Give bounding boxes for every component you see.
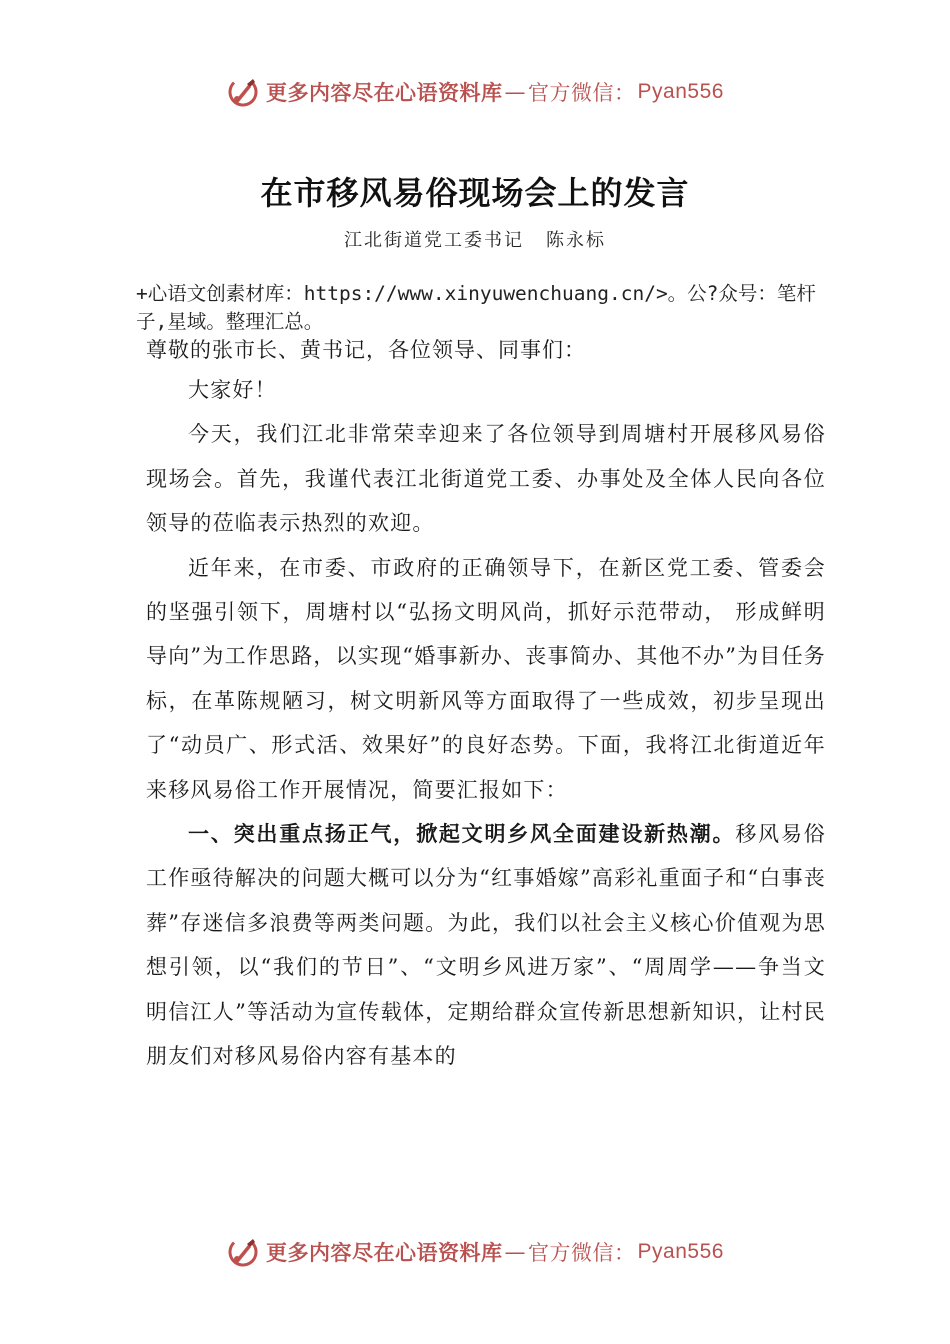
section-one-body: 移风易俗工作亟待解决的问题大概可以分为“红事婚嫁”高彩礼重面子和“白事丧葬”存迷信多浪费等两类问题。为此，我们以社会主义核心价值观为思想引领，以“我们的节日”、“文明乡风进万家”、“周周学——争当文明信江人”等活动为宣传载体，定期给群众宣传新思想新知识，让村民朋友们对移风易俗内容有基本的 [146, 822, 826, 1069]
source-note: +心语文创素材库：https://www.xinyuwenchuang.cn/>。公?众号：笔杆子,星域。整理汇总。 [136, 282, 816, 333]
banner-official-label: 官方微信： [528, 1241, 636, 1265]
section-one-heading: 一、突出重点扬正气，掀起文明乡风全面建设新热潮。 [188, 822, 736, 847]
banner-brand-text: 更多内容尽在心语资料库 [266, 81, 503, 105]
salutation: 尊敬的张市长、黄书记，各位领导、同事们： [146, 338, 586, 362]
paragraph-overview: 近年来，在市委、市政府的正确领导下，在新区党工委、管委会的坚强引领下，周塘村以“弘扬文明风尚，抓好示范带动， 形成鲜明导向”为工作思路，以实现“婚事新办、丧事简办、其他不办”为目任务标，在革陈规陋习，树文明新风等方面取得了一些成效，初步呈现出了“动员广、形式活、效果好”的良好态势。下面，我将江北街道近年来移风易俗工作开展情况，简要汇报如下： [146, 555, 826, 802]
footer-banner [0, 1230, 950, 1274]
brush-logo-icon [226, 75, 260, 109]
paragraph-section-one [146, 812, 826, 1078]
author-name: 陈永标 [546, 230, 606, 251]
banner-separator: — [504, 1240, 527, 1264]
banner-wechat-id: Pyan556 [637, 80, 724, 103]
byline [0, 226, 950, 252]
banner-wechat-id: Pyan556 [637, 1240, 724, 1263]
paragraph-greeting: 大家好！ [188, 378, 277, 402]
banner-official-label: 官方微信： [528, 81, 636, 105]
brush-logo-icon [226, 1235, 260, 1269]
paragraph-welcome: 今天，我们江北非常荣幸迎来了各位领导到周塘村开展移风易俗现场会。首先，我谨代表江北街道党工委、办事处及全体人民向各位领导的莅临表示热烈的欢迎。 [146, 422, 826, 536]
document-body [146, 368, 826, 1079]
banner-brand-text: 更多内容尽在心语资料库 [266, 1241, 503, 1265]
header-banner [0, 70, 950, 114]
banner-separator: — [504, 80, 527, 104]
author-role: 江北街道党工委书记 [344, 230, 524, 251]
document-title: 在市移风易俗现场会上的发言 [260, 174, 690, 212]
